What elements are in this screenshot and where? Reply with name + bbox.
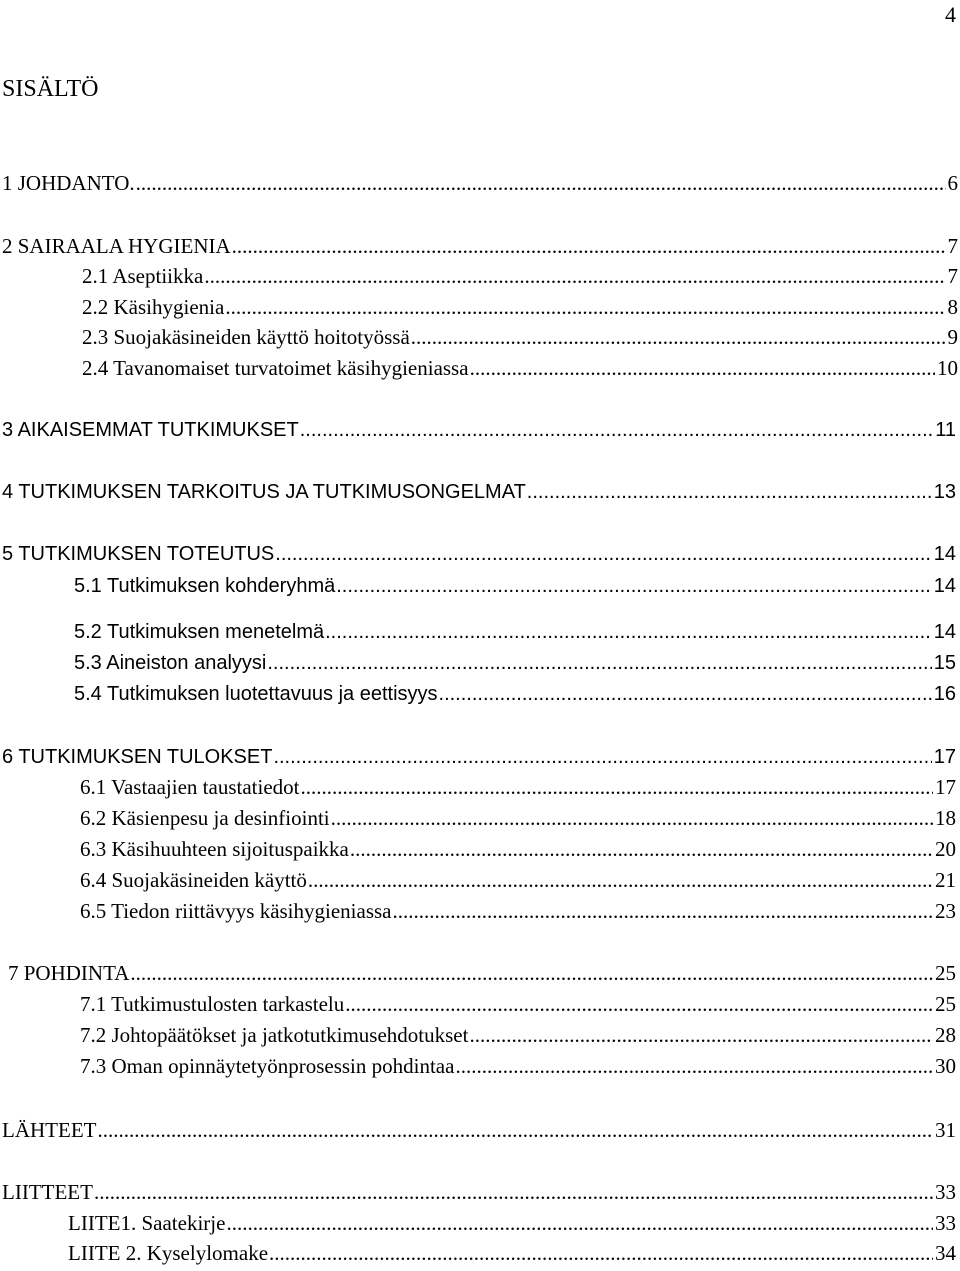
toc-entry[interactable] [2, 416, 956, 444]
toc-entry-text: 5.4 Tutkimuksen luotettavuus ja eettisyys [74, 683, 438, 705]
toc-entry-page: 25 [935, 961, 956, 985]
toc-leader-dots [455, 1052, 933, 1080]
toc-entry-page: 16 [933, 683, 956, 705]
toc-leader-dots [336, 572, 932, 600]
toc-entry-page: 14 [933, 621, 956, 643]
toc-entry[interactable] [80, 773, 956, 801]
toc-leader-dots [273, 743, 931, 771]
toc-entry-page: 20 [935, 837, 956, 861]
toc-entry-text: LIITTEET [2, 1180, 93, 1204]
toc-leader-dots [350, 835, 933, 863]
toc-entry[interactable] [2, 232, 958, 260]
toc-entry-page: 7 [947, 234, 958, 258]
toc-leader-dots [232, 232, 946, 260]
toc-entry-text: 6.2 Käsienpesu ja desinfiointi [80, 806, 330, 830]
toc-entry-text: 1 JOHDANTO. [2, 171, 135, 195]
toc-entry[interactable] [80, 990, 956, 1018]
toc-entry-text: 5.2 Tutkimuksen menetelmä [74, 621, 325, 643]
toc-leader-dots [527, 478, 932, 506]
toc-entry[interactable] [2, 540, 956, 568]
toc-entry-page: 33 [935, 1180, 956, 1204]
toc-leader-dots [204, 262, 945, 290]
toc-entry-text: LIITE 2. Kyselylomake [68, 1241, 269, 1265]
toc-entry[interactable] [80, 1021, 956, 1049]
toc-leader-dots [439, 680, 932, 708]
toc-entry-page: 10 [937, 356, 958, 380]
toc-entry-text: 6 TUTKIMUKSEN TULOKSET [2, 746, 273, 768]
toc-entry-text: 7.3 Oman opinnäytetyönprosessin pohdintaa [80, 1054, 455, 1078]
toc-entry[interactable] [82, 262, 958, 290]
toc-entry-text: 7.1 Tutkimustulosten tarkastelu [80, 992, 345, 1016]
toc-entry-text: 5 TUTKIMUKSEN TOTEUTUS [2, 543, 275, 565]
toc-leader-dots [300, 416, 934, 444]
toc-entry[interactable] [80, 897, 956, 925]
toc-entry-page: 25 [935, 992, 956, 1016]
toc-entry[interactable] [74, 680, 956, 708]
toc-entry-text: 7.2 Johtopäätökset ja jatkotutkimusehdotukset [80, 1023, 469, 1047]
toc-entry[interactable] [80, 866, 956, 894]
toc-entry[interactable] [82, 354, 958, 382]
toc-entry-text: 6.3 Käsihuuhteen sijoituspaikka [80, 837, 349, 861]
page-number: 4 [945, 2, 956, 27]
toc-entry-page: 15 [933, 652, 956, 674]
toc-entry-page: 6 [947, 171, 958, 195]
toc-entry-text: 4 TUTKIMUKSEN TARKOITUS JA TUTKIMUSONGELMAT [2, 481, 526, 503]
toc-leader-dots [275, 540, 931, 568]
toc-entry-page: 14 [933, 543, 956, 565]
toc-leader-dots [225, 293, 945, 321]
toc-leader-dots [97, 1116, 933, 1144]
toc-entry-page: 17 [935, 775, 956, 799]
toc-entry[interactable] [74, 572, 956, 600]
toc-entry[interactable] [74, 649, 956, 677]
toc-entry-page: 33 [935, 1211, 956, 1235]
toc-entry[interactable] [80, 835, 956, 863]
toc-leader-dots [136, 169, 946, 197]
toc-entry-text: 5.1 Tutkimuksen kohderyhmä [74, 575, 336, 597]
toc-entry-page: 28 [935, 1023, 956, 1047]
toc-leader-dots [308, 866, 933, 894]
toc-entry-page: 34 [935, 1241, 956, 1265]
toc-entry[interactable] [68, 1239, 956, 1267]
toc-leader-dots [325, 618, 932, 646]
toc-leader-dots [345, 990, 933, 1018]
toc-leader-dots [469, 1021, 933, 1049]
toc-entry-text: 2.4 Tavanomaiset turvatoimet käsihygieniassa [82, 356, 469, 380]
toc-entry-text: LÄHTEET [2, 1118, 97, 1142]
toc-entry-text: 2.1 Aseptiikka [82, 264, 204, 288]
toc-entry-page: 14 [933, 575, 956, 597]
toc-entry[interactable] [82, 293, 958, 321]
toc-entry-text: 2.2 Käsihygienia [82, 295, 225, 319]
toc-entry[interactable] [2, 743, 956, 771]
toc-leader-dots [267, 649, 931, 677]
toc-entry[interactable] [2, 1178, 956, 1206]
toc-entry-page: 13 [933, 481, 956, 503]
toc-leader-dots [393, 897, 934, 925]
toc-entry-page: 7 [947, 264, 958, 288]
toc-leader-dots [300, 773, 933, 801]
toc-leader-dots [130, 959, 933, 987]
toc-entry-text: 2.3 Suojakäsineiden käyttö hoitotyössä [82, 325, 410, 349]
toc-entry[interactable] [82, 323, 958, 351]
toc-entry[interactable] [2, 478, 956, 506]
toc-leader-dots [470, 354, 935, 382]
toc-title: SISÄLTÖ [2, 76, 99, 102]
toc-entry-page: 23 [935, 899, 956, 923]
toc-entry-page: 17 [933, 746, 956, 768]
toc-leader-dots [269, 1239, 933, 1267]
toc-entry[interactable] [80, 804, 956, 832]
toc-entry[interactable] [2, 169, 958, 197]
toc-entry-text: 6.4 Suojakäsineiden käyttö [80, 868, 307, 892]
toc-entry[interactable] [68, 1209, 956, 1237]
toc-entry[interactable] [80, 1052, 956, 1080]
toc-entry-page: 18 [935, 806, 956, 830]
toc-entry-text: 2 SAIRAALA HYGIENIA [2, 234, 231, 258]
toc-entry-page: 8 [947, 295, 958, 319]
toc-entry[interactable] [2, 1116, 956, 1144]
toc-entry-page: 21 [935, 868, 956, 892]
toc-entry-text: 6.5 Tiedon riittävyys käsihygieniassa [80, 899, 392, 923]
toc-entry-page: 31 [935, 1118, 956, 1142]
toc-leader-dots [411, 323, 946, 351]
toc-leader-dots [94, 1178, 933, 1206]
toc-entry-text: 7 POHDINTA [8, 961, 130, 985]
toc-leader-dots [226, 1209, 933, 1237]
toc-entry-text: 6.1 Vastaajien taustatiedot [80, 775, 300, 799]
toc-entry-text: LIITE1. Saatekirje [68, 1211, 226, 1235]
toc-entry-page: 11 [935, 419, 956, 441]
toc-entry-text: 5.3 Aineiston analyysi [74, 652, 267, 674]
toc-entry-page: 9 [947, 325, 958, 349]
toc-leader-dots [331, 804, 933, 832]
toc-entry-page: 30 [935, 1054, 956, 1078]
toc-entry[interactable] [74, 618, 956, 646]
toc-entry[interactable] [8, 959, 956, 987]
toc-entry-text: 3 AIKAISEMMAT TUTKIMUKSET [2, 419, 299, 441]
